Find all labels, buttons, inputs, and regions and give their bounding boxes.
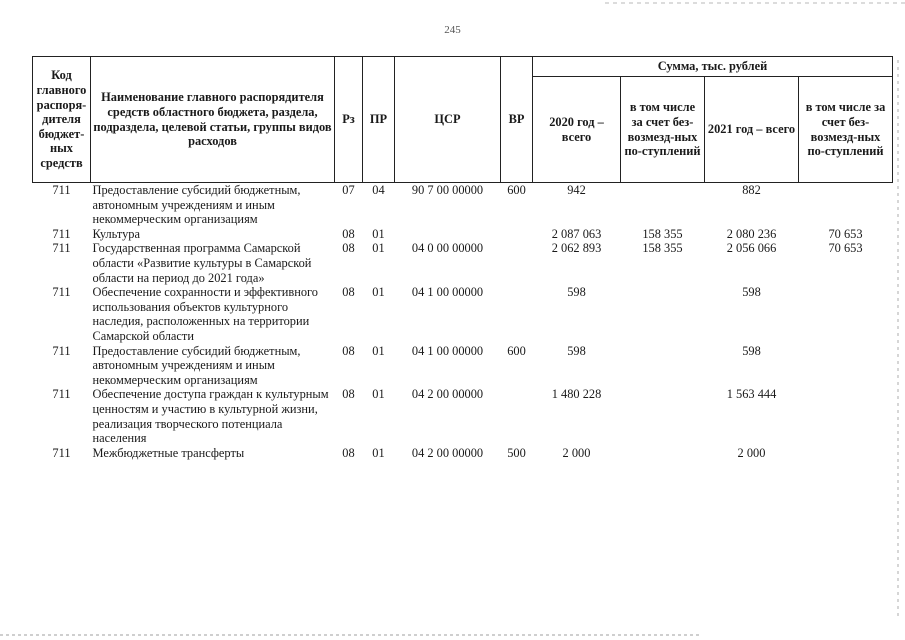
cell-2020-gratuitous: 158 355	[642, 241, 683, 256]
cell-rz: 08	[342, 445, 355, 460]
cell-pr: 01	[372, 387, 385, 402]
cell-2021-total: 2 000	[737, 445, 766, 460]
cell-vr	[501, 285, 533, 343]
cell-vr: 500	[507, 445, 526, 460]
cell-code: 711	[52, 226, 71, 241]
cell-2020-gratuitous	[621, 446, 705, 461]
cell-csr: 04 1 00 00000	[411, 343, 484, 358]
cell-csr: 04 0 00 00000	[411, 241, 484, 256]
table-row	[33, 344, 893, 388]
header-sum-group: Сумма, тыс. рублей	[533, 57, 893, 77]
cell-csr: 90 7 00 00000	[411, 183, 484, 197]
cell-2020-total: 1 480 228	[551, 387, 602, 402]
cell-2021-gratuitous: 70 653	[828, 226, 863, 241]
cell-2020-gratuitous	[621, 285, 705, 343]
cell-vr: 600	[507, 183, 526, 197]
cell-pr: 04	[372, 183, 385, 197]
cell-csr: 04 2 00 00000	[411, 387, 484, 402]
cell-vr: 600	[507, 343, 526, 358]
page-number: 245	[444, 24, 461, 36]
table-row	[33, 227, 893, 242]
cell-2021-gratuitous	[799, 387, 893, 445]
cell-2020-gratuitous: 158 355	[642, 226, 683, 241]
scan-edge-right	[897, 60, 899, 620]
header-code: Код главного распоря-дителя бюджет-ных средств	[33, 57, 91, 183]
header-pr: ПР	[363, 57, 395, 183]
cell-code: 711	[52, 343, 71, 358]
cell-code: 711	[52, 445, 71, 460]
cell-name: Предоставление субсидий бюджетным, автономным учреждениям и иным некоммерческим организациям	[92, 183, 301, 227]
scan-edge-top	[605, 2, 905, 4]
cell-rz: 07	[342, 183, 355, 197]
cell-2021-gratuitous	[799, 344, 893, 388]
cell-pr: 01	[372, 226, 385, 241]
cell-2020-gratuitous	[621, 344, 705, 388]
cell-2021-gratuitous	[799, 446, 893, 461]
cell-rz: 08	[342, 285, 355, 300]
header-2021-total: 2021 год – всего	[705, 77, 799, 183]
header-csr: ЦСР	[395, 57, 501, 183]
cell-csr	[395, 227, 501, 242]
cell-2021-total: 598	[742, 285, 761, 300]
cell-pr: 01	[372, 241, 385, 256]
cell-code: 711	[52, 285, 71, 300]
cell-2020-total: 942	[567, 183, 586, 197]
cell-rz: 08	[342, 387, 355, 402]
cell-name: Обеспечение сохранности и эффективного использования объектов культурного наследия, расположенных на территории Самарской области	[92, 285, 318, 343]
budget-table	[32, 56, 893, 460]
cell-2021-total: 1 563 444	[726, 387, 777, 402]
cell-name: Предоставление субсидий бюджетным, автономным учреждениям и иным некоммерческим организациям	[92, 343, 301, 387]
cell-2020-gratuitous	[621, 183, 705, 227]
table-header	[33, 57, 893, 183]
cell-name: Обеспечение доступа граждан к культурным ценностям и участию в культурной жизни, реализация творческого потенциала населения	[92, 387, 329, 446]
cell-2021-total: 598	[742, 343, 761, 358]
cell-code: 711	[52, 183, 71, 197]
cell-vr	[501, 387, 533, 445]
cell-2020-total: 2 000	[562, 445, 591, 460]
header-2020-total: 2020 год – всего	[533, 77, 621, 183]
table-row	[33, 183, 893, 227]
scan-edge-bottom	[0, 634, 700, 636]
table-row	[33, 446, 893, 461]
cell-2021-total: 2 056 066	[726, 241, 777, 256]
cell-vr	[501, 241, 533, 285]
cell-vr	[501, 227, 533, 242]
cell-2021-gratuitous	[799, 183, 893, 227]
cell-code: 711	[52, 241, 71, 256]
table-row	[33, 285, 893, 343]
cell-rz: 08	[342, 226, 355, 241]
header-vr: ВР	[501, 57, 533, 183]
cell-pr: 01	[372, 285, 385, 300]
cell-2021-total: 882	[742, 183, 761, 197]
table-body	[33, 183, 893, 461]
cell-pr: 01	[372, 445, 385, 460]
header-rz: Рз	[335, 57, 363, 183]
cell-pr: 01	[372, 343, 385, 358]
header-name: Наименование главного распорядителя средств областного бюджета, раздела, подраздела, целевой статьи, группы видов расходов	[91, 57, 335, 183]
cell-csr: 04 2 00 00000	[411, 445, 484, 460]
table-row	[33, 241, 893, 285]
cell-rz: 08	[342, 343, 355, 358]
cell-csr: 04 1 00 00000	[411, 285, 484, 300]
cell-name: Межбюджетные трансферты	[92, 445, 245, 460]
cell-rz: 08	[342, 241, 355, 256]
cell-2020-total: 598	[567, 343, 586, 358]
cell-2021-gratuitous: 70 653	[828, 241, 863, 256]
table-row	[33, 387, 893, 445]
header-2020-gratuitous: в том числе за счет без-возмезд-ных по-ступлений	[621, 77, 705, 183]
cell-name: Культура	[92, 226, 140, 241]
cell-2020-total: 598	[567, 285, 586, 300]
cell-code: 711	[52, 387, 71, 402]
cell-name: Государственная программа Самарской области «Развитие культуры в Самарской области на период до 2021 года»	[92, 241, 312, 285]
cell-2020-total: 2 062 893	[551, 241, 602, 256]
cell-2020-total: 2 087 063	[551, 226, 602, 241]
cell-2021-gratuitous	[799, 285, 893, 343]
cell-2020-gratuitous	[621, 387, 705, 445]
cell-2021-total: 2 080 236	[726, 226, 777, 241]
header-2021-gratuitous: в том числе за счет без-возмезд-ных по-ступлений	[799, 77, 893, 183]
